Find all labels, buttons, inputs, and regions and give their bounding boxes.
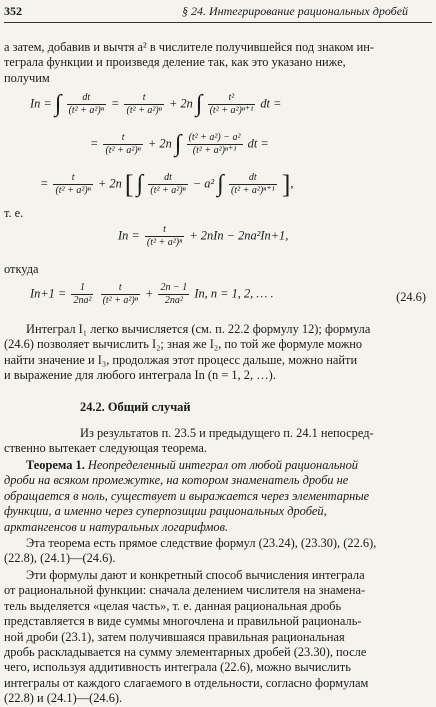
text-line: получим xyxy=(4,70,50,85)
fraction: $\frac{t}{\text{(t² + a²)ⁿ}}$ xyxy=(55,172,91,196)
fraction: $\frac{1}{\text{2na²}}$ xyxy=(73,282,92,306)
equation-line-3: = $\frac{t}{\text{(t² + a²)ⁿ}}$ + 2n [ ∫ $\frac{dt}{\text{(t² + a²)ⁿ}}$ − a² ∫ $\frac{dt}{\text{(t² + a²)ⁿ⁺¹}}$ ], xyxy=(40,169,294,199)
fraction: $\frac{dt}{\text{(t² + a²)ⁿ⁺¹}}$ xyxy=(230,172,275,196)
text-line: интегралы от каждого слагаемого в отдельности, согласно формулам xyxy=(4,675,369,690)
text-line: Интеграл I₁ легко вычисляется (см. п. 22.2 формулу 12); формула xyxy=(26,322,371,336)
fraction: $\frac{2n - 1}{\text{2na²}}$ xyxy=(160,282,188,306)
text-line: а затем, добавив и вычтя a² в числителе получившейся под знаком ин- xyxy=(4,40,374,54)
equation-line-2: = $\frac{t}{\text{(t² + a²)ⁿ}}$ + 2n ∫ $\frac{\text{(t² + a²) − a²}}{\text{(t² + a²)ⁿ⁺¹}}$ dt = xyxy=(90,130,269,157)
text-line: представляется в виде суммы многочлена и правильной рациональ- xyxy=(4,614,362,629)
text-line: дроби на всяком промежутке, на котором знаменатель дроби не xyxy=(4,473,349,488)
theorem-block xyxy=(0,458,430,535)
paragraph-corollary xyxy=(0,536,430,567)
left-bracket: [ xyxy=(124,169,134,199)
text-line: ственно вытекает следующая теорема. xyxy=(4,441,207,456)
eq-lhs: In xyxy=(118,228,129,243)
text-line: Эти формулы дают и конкретный способ вычисления интеграла xyxy=(26,568,365,582)
fraction: $\frac{t}{\text{(t² + a²)ⁿ}}$ xyxy=(126,92,162,116)
equation-24-6: In+1 = $\frac{1}{\text{2na²}}$ $\frac{t}{\text{(t² + a²)ⁿ}}$ + $\frac{2n - 1}{\text{2na²}}$ In, n = 1, 2, … . xyxy=(30,282,274,306)
page-header xyxy=(4,4,432,23)
text-line: т. е. xyxy=(4,206,24,220)
text-line xyxy=(0,458,430,473)
section-title: 24.2. Общий случай xyxy=(80,400,191,414)
text-line: (22.8), (24.1)—(24.6). xyxy=(4,551,116,566)
equation-line-4: In = $\frac{t}{\text{(t² + a²)ⁿ}}$ + 2nIn − 2na²In+1, xyxy=(118,224,289,248)
eq-lhs: In xyxy=(30,96,41,111)
te-label xyxy=(0,206,430,221)
fraction: $\frac{t}{\text{(t² + a²)ⁿ}}$ xyxy=(102,282,138,306)
text-line: Эта теорема есть прямое следствие формул (23.24), (23.30), (22.6), xyxy=(26,536,377,550)
eq-lhs: In+1 xyxy=(30,286,55,301)
integral-sign: ∫ xyxy=(217,170,224,197)
theorem-text: Неопределенный интеграл от любой рациональной xyxy=(84,458,358,472)
fraction: $\frac{dt}{\text{(t² + a²)ⁿ}}$ xyxy=(68,92,104,116)
section-heading xyxy=(0,400,430,415)
eq-term: − a² xyxy=(192,176,215,191)
text-line: тель выделяется «целая часть», т. е. данная рациональная дробь xyxy=(4,598,342,613)
text-line: Из результатов п. 23.5 и предыдущего п. 24.1 непосред- xyxy=(80,426,374,440)
eq-term: dt = xyxy=(260,96,282,111)
fraction: $\frac{t}{\text{(t² + a²)ⁿ}}$ xyxy=(146,224,183,248)
text-line: теграла функции и произведя деление так, как это указано ниже, xyxy=(4,55,346,70)
text-line: чего, используя аддитивность интеграла (22.6), можно вычислить xyxy=(4,660,351,675)
fraction: $\frac{\text{(t² + a²) − a²}}{\text{(t² + a²)ⁿ⁺¹}}$ xyxy=(188,132,241,156)
integral-sign: ∫ xyxy=(195,90,203,117)
eq-term: + 2n xyxy=(97,176,122,191)
text-line: от рациональной функции: сначала делением числителя на знамена- xyxy=(4,583,366,598)
text-line: и выражение для любого интеграла In (n = 1, 2, …). xyxy=(4,368,276,383)
paragraph-iteration xyxy=(0,322,430,384)
paragraph-results xyxy=(0,426,430,457)
eq-term: + 2n xyxy=(168,96,193,111)
text-line: откуда xyxy=(4,262,39,276)
equation-number: (24.6) xyxy=(396,290,426,304)
text-line: найти значение и I₃, продолжая этот процесс дальше, можно найти xyxy=(4,352,358,367)
otkuda-label xyxy=(0,262,430,277)
eq-term: + 2n xyxy=(147,136,172,151)
page-number: 352 xyxy=(4,4,22,18)
eq-term: + 2nIn − 2na²In+1, xyxy=(189,228,289,243)
fraction: $\frac{\text{t²}}{\text{(t² + a²)ⁿ⁺¹}}$ xyxy=(209,92,254,116)
text-line: (24.6) позволяет вычислить I₂; зная же I₂, по той же формуле можно xyxy=(4,337,363,352)
eq-term: dt = xyxy=(247,136,269,151)
right-bracket: ] xyxy=(281,169,291,199)
running-title: § 24. Интегрирование рациональных дробей xyxy=(182,4,409,18)
integral-sign: ∫ xyxy=(174,130,182,157)
integral-sign: ∫ xyxy=(54,90,62,117)
paragraph-method xyxy=(0,568,430,707)
text-line: обращается в ноль, существует и выражается через элементарные xyxy=(4,488,370,503)
text-line: арктангенсов и натуральных логарифмов. xyxy=(4,519,229,534)
fraction: $\frac{dt}{\text{(t² + a²)ⁿ}}$ xyxy=(150,172,186,196)
eq-term: , xyxy=(290,176,294,191)
intro-paragraph xyxy=(0,40,430,86)
fraction: $\frac{t}{\text{(t² + a²)ⁿ}}$ xyxy=(105,132,141,156)
text-line: функции, а именно через суперпозиции рациональных дробей, xyxy=(4,504,327,519)
equation-line-1: In = ∫ $\frac{dt}{\text{(t² + a²)ⁿ}}$ = $\frac{t}{\text{(t² + a²)ⁿ}}$ + 2n ∫ $\frac{\text{t²}}{\text{(t² + a²)ⁿ⁺¹}}$ dt = xyxy=(30,90,282,117)
eq-term: In, n = 1, 2, … . xyxy=(194,286,274,301)
theorem-label: Теорема 1. xyxy=(26,458,85,472)
integral-sign: ∫ xyxy=(136,170,144,197)
text-line: дробь раскладывается на сумму элементарных дробей (23.30), после xyxy=(4,645,367,660)
text-line: (22.8) и (24.1)—(24.6). xyxy=(4,691,123,706)
text-line: ной дроби (23.1), затем получившаяся правильная рациональная xyxy=(4,629,345,644)
